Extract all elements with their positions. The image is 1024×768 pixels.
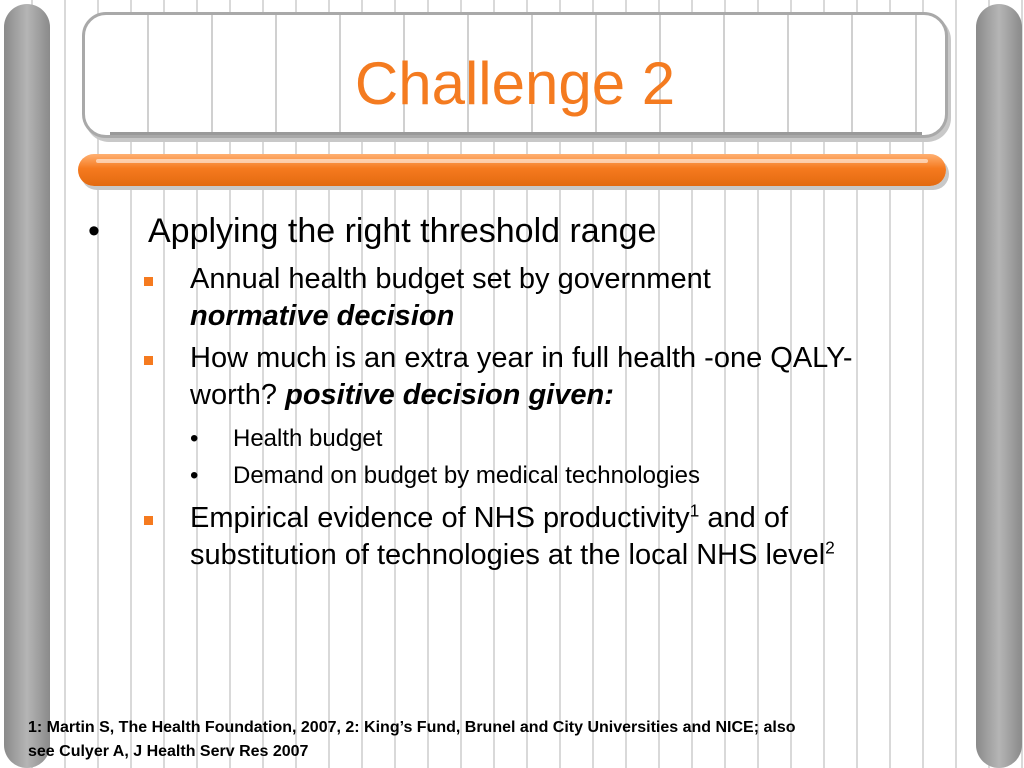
footnote: 1: Martin S, The Health Foundation, 2007, 2: King’s Fund, Brunel and City Universities and NICE; also see Culyer A, J Health Serv Res 2007 [28,719,796,760]
sub-bullet-qaly: How much is an extra year in full health -one QALY- worth? positive decision given: [190,342,853,411]
bullet-dot-icon: • [190,425,199,452]
sub-bullet-budget: Annual health budget set by government normative decision [190,263,711,332]
sub-bullet-evidence: Empirical evidence of NHS productivity$^1$ and of substitution of technologies at the local NHS level$^2$ [190,500,835,571]
slide-title: Challenge 2 [354,50,676,117]
sub-item-demand: Demand on budget by medical technologies [233,462,700,489]
sub-item-health-budget: Health budget [233,425,383,452]
main-bullet: Applying the right threshold range [148,212,657,250]
orange-square-bullet-icon [144,277,153,286]
bullet-dot-icon: • [88,212,100,250]
orange-square-bullet-icon [144,356,153,365]
bullet-dot-icon: • [190,462,199,489]
orange-square-bullet-icon [144,516,153,525]
